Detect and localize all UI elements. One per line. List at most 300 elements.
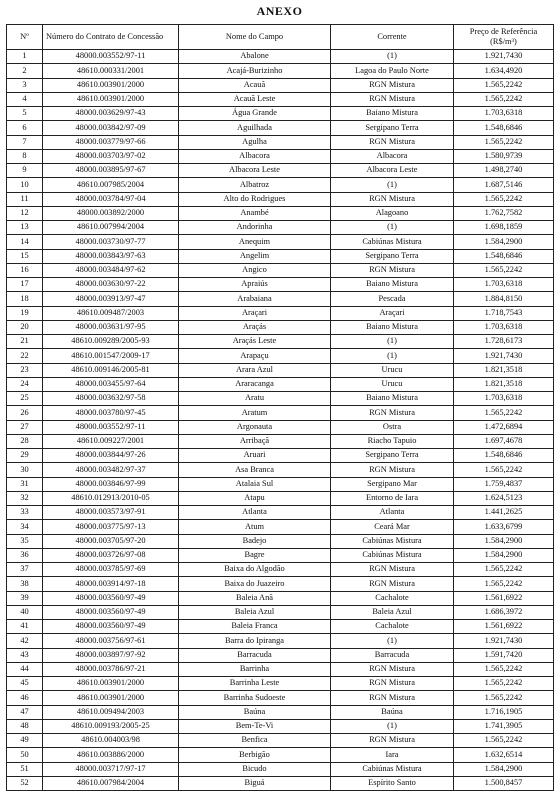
contract-number: 48610.001547/2009-17 <box>43 349 179 363</box>
row-number: 21 <box>7 335 43 349</box>
stream-name: Baiano Mistura <box>331 392 454 406</box>
reference-price: 1.565,2242 <box>454 734 554 748</box>
stream-name: Cachalote <box>331 591 454 605</box>
contract-number: 48000.003785/97-69 <box>43 563 179 577</box>
stream-name: RGN Mistura <box>331 135 454 149</box>
row-number: 3 <box>7 78 43 92</box>
table-row <box>7 377 554 391</box>
field-name: Arapaçu <box>179 349 331 363</box>
field-name: Acauã <box>179 78 331 92</box>
row-number: 10 <box>7 178 43 192</box>
field-name: Araçás Leste <box>179 335 331 349</box>
field-name: Asa Branca <box>179 463 331 477</box>
table-row <box>7 662 554 676</box>
contract-number: 48610.003901/2000 <box>43 677 179 691</box>
table-row <box>7 64 554 78</box>
field-name: Argonauta <box>179 420 331 434</box>
table-row <box>7 192 554 206</box>
field-name: Atapu <box>179 491 331 505</box>
reference-price: 1.703,6318 <box>454 278 554 292</box>
row-number: 40 <box>7 605 43 619</box>
stream-name: Cabiúnas Mistura <box>331 762 454 776</box>
row-number: 45 <box>7 677 43 691</box>
field-name: Bicudo <box>179 762 331 776</box>
reference-price: 1.687,5146 <box>454 178 554 192</box>
contract-number: 48610.000331/2001 <box>43 64 179 78</box>
reference-price: 1.718,7543 <box>454 306 554 320</box>
stream-name: RGN Mistura <box>331 192 454 206</box>
table-row <box>7 206 554 220</box>
contract-number: 48610.009227/2001 <box>43 434 179 448</box>
table-row <box>7 306 554 320</box>
contract-number: 48000.003897/97-92 <box>43 648 179 662</box>
contract-number: 48000.003892/2000 <box>43 206 179 220</box>
stream-name: Cabiúnas Mistura <box>331 235 454 249</box>
contract-number: 48000.003895/97-67 <box>43 164 179 178</box>
stream-name: Sergipano Terra <box>331 449 454 463</box>
field-name: Alto do Rodrigues <box>179 192 331 206</box>
contract-number: 48000.003842/97-09 <box>43 121 179 135</box>
reference-price: 1.584,2900 <box>454 235 554 249</box>
table-row <box>7 292 554 306</box>
stream-name: RGN Mistura <box>331 92 454 106</box>
table-row <box>7 149 554 163</box>
stream-name: RGN Mistura <box>331 263 454 277</box>
stream-name: Albacora <box>331 149 454 163</box>
field-name: Baleia Azul <box>179 605 331 619</box>
table-header-row <box>7 25 554 50</box>
row-number: 43 <box>7 648 43 662</box>
row-number: 17 <box>7 278 43 292</box>
table-row <box>7 278 554 292</box>
stream-name: Cabiúnas Mistura <box>331 548 454 562</box>
contract-number: 48000.003482/97-37 <box>43 463 179 477</box>
table-row <box>7 605 554 619</box>
row-number: 6 <box>7 121 43 135</box>
stream-name: RGN Mistura <box>331 78 454 92</box>
field-name: Araracanga <box>179 377 331 391</box>
contract-number: 48610.009487/2003 <box>43 306 179 320</box>
header-contract-number: Número do Contrato de Concessão <box>43 25 179 50</box>
reference-price: 1.686,3972 <box>454 605 554 619</box>
table-row <box>7 677 554 691</box>
row-number: 27 <box>7 420 43 434</box>
table-row <box>7 178 554 192</box>
stream-name: Barracuda <box>331 648 454 662</box>
field-name: Albatroz <box>179 178 331 192</box>
reference-price: 1.624,5123 <box>454 491 554 505</box>
reference-price: 1.565,2242 <box>454 92 554 106</box>
reference-price: 1.716,1905 <box>454 705 554 719</box>
contract-number: 48000.003560/97-49 <box>43 605 179 619</box>
table-row <box>7 563 554 577</box>
stream-name: Sergipano Mar <box>331 477 454 491</box>
table-row <box>7 776 554 790</box>
reference-price: 1.580,9739 <box>454 149 554 163</box>
table-row <box>7 591 554 605</box>
stream-name: Albacora Leste <box>331 164 454 178</box>
contract-number: 48000.003844/97-26 <box>43 449 179 463</box>
field-name: Aruari <box>179 449 331 463</box>
table-row <box>7 648 554 662</box>
contract-number: 48000.003552/97-11 <box>43 420 179 434</box>
stream-name: Ceará Mar <box>331 520 454 534</box>
field-name: Acajá-Burizinho <box>179 64 331 78</box>
table-row <box>7 420 554 434</box>
reference-price: 1.762,7582 <box>454 206 554 220</box>
stream-name: Araçari <box>331 306 454 320</box>
reference-price: 1.565,2242 <box>454 406 554 420</box>
reference-price: 1.591,7420 <box>454 648 554 662</box>
stream-name: (1) <box>331 221 454 235</box>
row-number: 46 <box>7 691 43 705</box>
stream-name: Urucu <box>331 377 454 391</box>
reference-price: 1.565,2242 <box>454 577 554 591</box>
reference-price: 1.759,4837 <box>454 477 554 491</box>
field-name: Bem-Te-Vi <box>179 719 331 733</box>
row-number: 28 <box>7 434 43 448</box>
row-number: 2 <box>7 64 43 78</box>
row-number: 22 <box>7 349 43 363</box>
table-row <box>7 477 554 491</box>
table-row <box>7 320 554 334</box>
field-name: Barra do Ipiranga <box>179 634 331 648</box>
row-number: 19 <box>7 306 43 320</box>
reference-price: 1.565,2242 <box>454 192 554 206</box>
contract-number: 48000.003631/97-95 <box>43 320 179 334</box>
contract-number: 48610.007984/2004 <box>43 776 179 790</box>
contract-number: 48000.003726/97-08 <box>43 548 179 562</box>
row-number: 35 <box>7 534 43 548</box>
field-name: Anambé <box>179 206 331 220</box>
reference-price: 1.498,2740 <box>454 164 554 178</box>
row-number: 49 <box>7 734 43 748</box>
stream-name: Ostra <box>331 420 454 434</box>
contract-number: 48610.007985/2004 <box>43 178 179 192</box>
table-row <box>7 349 554 363</box>
reference-price: 1.565,2242 <box>454 563 554 577</box>
stream-name: RGN Mistura <box>331 406 454 420</box>
table-row <box>7 249 554 263</box>
field-name: Barracuda <box>179 648 331 662</box>
contract-number: 48610.003901/2000 <box>43 691 179 705</box>
stream-name: Baiano Mistura <box>331 278 454 292</box>
contract-number: 48610.007994/2004 <box>43 221 179 235</box>
header-reference-price: Preço de Referência (R$/m³) <box>454 25 554 50</box>
row-number: 13 <box>7 221 43 235</box>
row-number: 33 <box>7 506 43 520</box>
row-number: 30 <box>7 463 43 477</box>
contract-number: 48000.003484/97-62 <box>43 263 179 277</box>
reference-price: 1.584,2900 <box>454 762 554 776</box>
stream-name: Sergipano Terra <box>331 121 454 135</box>
row-number: 52 <box>7 776 43 790</box>
contract-number: 48000.003630/97-22 <box>43 278 179 292</box>
row-number: 5 <box>7 107 43 121</box>
reference-price: 1.741,3905 <box>454 719 554 733</box>
field-name: Baixa do Algodão <box>179 563 331 577</box>
annex-title: ANEXO <box>256 4 303 18</box>
reference-price: 1.561,6922 <box>454 620 554 634</box>
contract-number: 48000.003629/97-43 <box>43 107 179 121</box>
contract-number: 48610.009494/2003 <box>43 705 179 719</box>
field-name: Arabaiana <box>179 292 331 306</box>
stream-name: Espírito Santo <box>331 776 454 790</box>
stream-name: Baúna <box>331 705 454 719</box>
table-row <box>7 734 554 748</box>
header-stream: Corrente <box>331 25 454 50</box>
field-name: Atum <box>179 520 331 534</box>
table-row <box>7 221 554 235</box>
table-row <box>7 620 554 634</box>
reference-price: 1.500,8457 <box>454 776 554 790</box>
field-name: Angico <box>179 263 331 277</box>
contract-number: 48610.003901/2000 <box>43 78 179 92</box>
reference-price: 1.633,6799 <box>454 520 554 534</box>
stream-name: RGN Mistura <box>331 463 454 477</box>
row-number: 34 <box>7 520 43 534</box>
field-name: Barrinha Leste <box>179 677 331 691</box>
reference-price: 1.565,2242 <box>454 463 554 477</box>
field-name: Arribaçã <box>179 434 331 448</box>
table-body <box>7 50 554 791</box>
contract-number: 48000.003784/97-04 <box>43 192 179 206</box>
row-number: 37 <box>7 563 43 577</box>
reference-price: 1.634,4920 <box>454 64 554 78</box>
field-name: Araçás <box>179 320 331 334</box>
table-row <box>7 392 554 406</box>
row-number: 31 <box>7 477 43 491</box>
field-name: Angelim <box>179 249 331 263</box>
table-row <box>7 107 554 121</box>
table-row <box>7 434 554 448</box>
stream-name: (1) <box>331 349 454 363</box>
contract-number: 48000.003843/97-63 <box>43 249 179 263</box>
contract-number: 48000.003560/97-49 <box>43 591 179 605</box>
contract-number: 48000.003779/97-66 <box>43 135 179 149</box>
row-number: 4 <box>7 92 43 106</box>
reference-price: 1.698,1859 <box>454 221 554 235</box>
reference-price: 1.703,6318 <box>454 320 554 334</box>
table-row <box>7 506 554 520</box>
field-name: Araçari <box>179 306 331 320</box>
row-number: 36 <box>7 548 43 562</box>
reference-price: 1.728,6173 <box>454 335 554 349</box>
reference-price: 1.548,6846 <box>454 449 554 463</box>
row-number: 42 <box>7 634 43 648</box>
reference-price: 1.565,2242 <box>454 691 554 705</box>
table-row <box>7 691 554 705</box>
row-number: 15 <box>7 249 43 263</box>
row-number: 23 <box>7 363 43 377</box>
table-row <box>7 719 554 733</box>
stream-name: RGN Mistura <box>331 677 454 691</box>
table-row <box>7 762 554 776</box>
contract-number: 48000.003552/97-11 <box>43 50 179 64</box>
reference-price: 1.703,6318 <box>454 107 554 121</box>
reference-price: 1.548,6846 <box>454 121 554 135</box>
field-name: Abalone <box>179 50 331 64</box>
contract-number: 48000.003775/97-13 <box>43 520 179 534</box>
field-name: Albacora <box>179 149 331 163</box>
reference-price: 1.884,8150 <box>454 292 554 306</box>
contract-number: 48000.003705/97-20 <box>43 534 179 548</box>
reference-price-table <box>6 24 554 791</box>
table-row <box>7 263 554 277</box>
row-number: 9 <box>7 164 43 178</box>
reference-price: 1.548,6846 <box>454 249 554 263</box>
contract-number: 48000.003717/97-17 <box>43 762 179 776</box>
row-number: 26 <box>7 406 43 420</box>
reference-price: 1.921,7430 <box>454 349 554 363</box>
stream-name: (1) <box>331 50 454 64</box>
contract-number: 48610.003901/2000 <box>43 92 179 106</box>
field-name: Acauã Leste <box>179 92 331 106</box>
table-row <box>7 235 554 249</box>
stream-name: Baleia Azul <box>331 605 454 619</box>
contract-number: 48610.003886/2000 <box>43 748 179 762</box>
table-row <box>7 449 554 463</box>
row-number: 51 <box>7 762 43 776</box>
field-name: Baleia Franca <box>179 620 331 634</box>
contract-number: 48000.003914/97-18 <box>43 577 179 591</box>
row-number: 14 <box>7 235 43 249</box>
header-field-name: Nome do Campo <box>179 25 331 50</box>
stream-name: Cabiúnas Mistura <box>331 534 454 548</box>
row-number: 11 <box>7 192 43 206</box>
field-name: Baixa do Juazeiro <box>179 577 331 591</box>
contract-number: 48000.003730/97-77 <box>43 235 179 249</box>
row-number: 7 <box>7 135 43 149</box>
contract-number: 48000.003786/97-21 <box>43 662 179 676</box>
contract-number: 48000.003632/97-58 <box>43 392 179 406</box>
contract-number: 48610.012913/2010-05 <box>43 491 179 505</box>
field-name: Aguilhada <box>179 121 331 135</box>
contract-number: 48000.003455/97-64 <box>43 377 179 391</box>
stream-name: Baiano Mistura <box>331 320 454 334</box>
reference-price: 1.632,6514 <box>454 748 554 762</box>
field-name: Baleia Anã <box>179 591 331 605</box>
table-row <box>7 406 554 420</box>
stream-name: Entorno de Iara <box>331 491 454 505</box>
row-number: 41 <box>7 620 43 634</box>
stream-name: Sergipano Terra <box>331 249 454 263</box>
field-name: Badejo <box>179 534 331 548</box>
stream-name: RGN Mistura <box>331 734 454 748</box>
reference-price: 1.561,6922 <box>454 591 554 605</box>
reference-price: 1.565,2242 <box>454 135 554 149</box>
stream-name: Cachalote <box>331 620 454 634</box>
table-row <box>7 463 554 477</box>
stream-name: RGN Mistura <box>331 563 454 577</box>
field-name: Andorinha <box>179 221 331 235</box>
table-row <box>7 748 554 762</box>
table-row <box>7 92 554 106</box>
field-name: Albacora Leste <box>179 164 331 178</box>
stream-name: Iara <box>331 748 454 762</box>
table-row <box>7 577 554 591</box>
field-name: Atalaia Sul <box>179 477 331 491</box>
contract-number: 48610.009193/2005-25 <box>43 719 179 733</box>
table-row <box>7 164 554 178</box>
contract-number: 48610.009146/2005-81 <box>43 363 179 377</box>
stream-name: RGN Mistura <box>331 577 454 591</box>
reference-price: 1.921,7430 <box>454 50 554 64</box>
reference-price: 1.565,2242 <box>454 677 554 691</box>
field-name: Anequim <box>179 235 331 249</box>
table-row <box>7 363 554 377</box>
contract-number: 48000.003846/97-99 <box>43 477 179 491</box>
field-name: Aratum <box>179 406 331 420</box>
row-number: 1 <box>7 50 43 64</box>
reference-price: 1.584,2900 <box>454 534 554 548</box>
field-name: Barrinha <box>179 662 331 676</box>
reference-price: 1.584,2900 <box>454 548 554 562</box>
table-row <box>7 634 554 648</box>
reference-price: 1.697,4678 <box>454 434 554 448</box>
row-number: 8 <box>7 149 43 163</box>
table-row <box>7 78 554 92</box>
field-name: Biguá <box>179 776 331 790</box>
field-name: Barrinha Sudoeste <box>179 691 331 705</box>
field-name: Baúna <box>179 705 331 719</box>
row-number: 48 <box>7 719 43 733</box>
field-name: Benfica <box>179 734 331 748</box>
contract-number: 48610.004003/98 <box>43 734 179 748</box>
row-number: 20 <box>7 320 43 334</box>
stream-name: RGN Mistura <box>331 662 454 676</box>
field-name: Água Grande <box>179 107 331 121</box>
table-row <box>7 335 554 349</box>
field-name: Aratu <box>179 392 331 406</box>
table-row <box>7 548 554 562</box>
stream-name: Baiano Mistura <box>331 107 454 121</box>
table-row <box>7 135 554 149</box>
field-name: Berbigão <box>179 748 331 762</box>
row-number: 16 <box>7 263 43 277</box>
stream-name: Atlanta <box>331 506 454 520</box>
stream-name: Alagoano <box>331 206 454 220</box>
field-name: Arara Azul <box>179 363 331 377</box>
row-number: 50 <box>7 748 43 762</box>
row-number: 38 <box>7 577 43 591</box>
table-row <box>7 121 554 135</box>
row-number: 29 <box>7 449 43 463</box>
field-name: Apraiús <box>179 278 331 292</box>
reference-price: 1.703,6318 <box>454 392 554 406</box>
reference-price: 1.565,2242 <box>454 78 554 92</box>
reference-price: 1.472,6894 <box>454 420 554 434</box>
stream-name: Pescada <box>331 292 454 306</box>
table-row <box>7 491 554 505</box>
table-row <box>7 705 554 719</box>
row-number: 12 <box>7 206 43 220</box>
contract-number: 48000.003703/97-02 <box>43 149 179 163</box>
contract-number: 48000.003560/97-49 <box>43 620 179 634</box>
row-number: 39 <box>7 591 43 605</box>
table-row <box>7 534 554 548</box>
row-number: 18 <box>7 292 43 306</box>
reference-price: 1.821,3518 <box>454 377 554 391</box>
row-number: 32 <box>7 491 43 505</box>
field-name: Agulha <box>179 135 331 149</box>
row-number: 47 <box>7 705 43 719</box>
reference-price: 1.565,2242 <box>454 662 554 676</box>
table-row <box>7 50 554 64</box>
stream-name: Lagoa do Paulo Norte <box>331 64 454 78</box>
stream-name: (1) <box>331 634 454 648</box>
stream-name: Urucu <box>331 363 454 377</box>
